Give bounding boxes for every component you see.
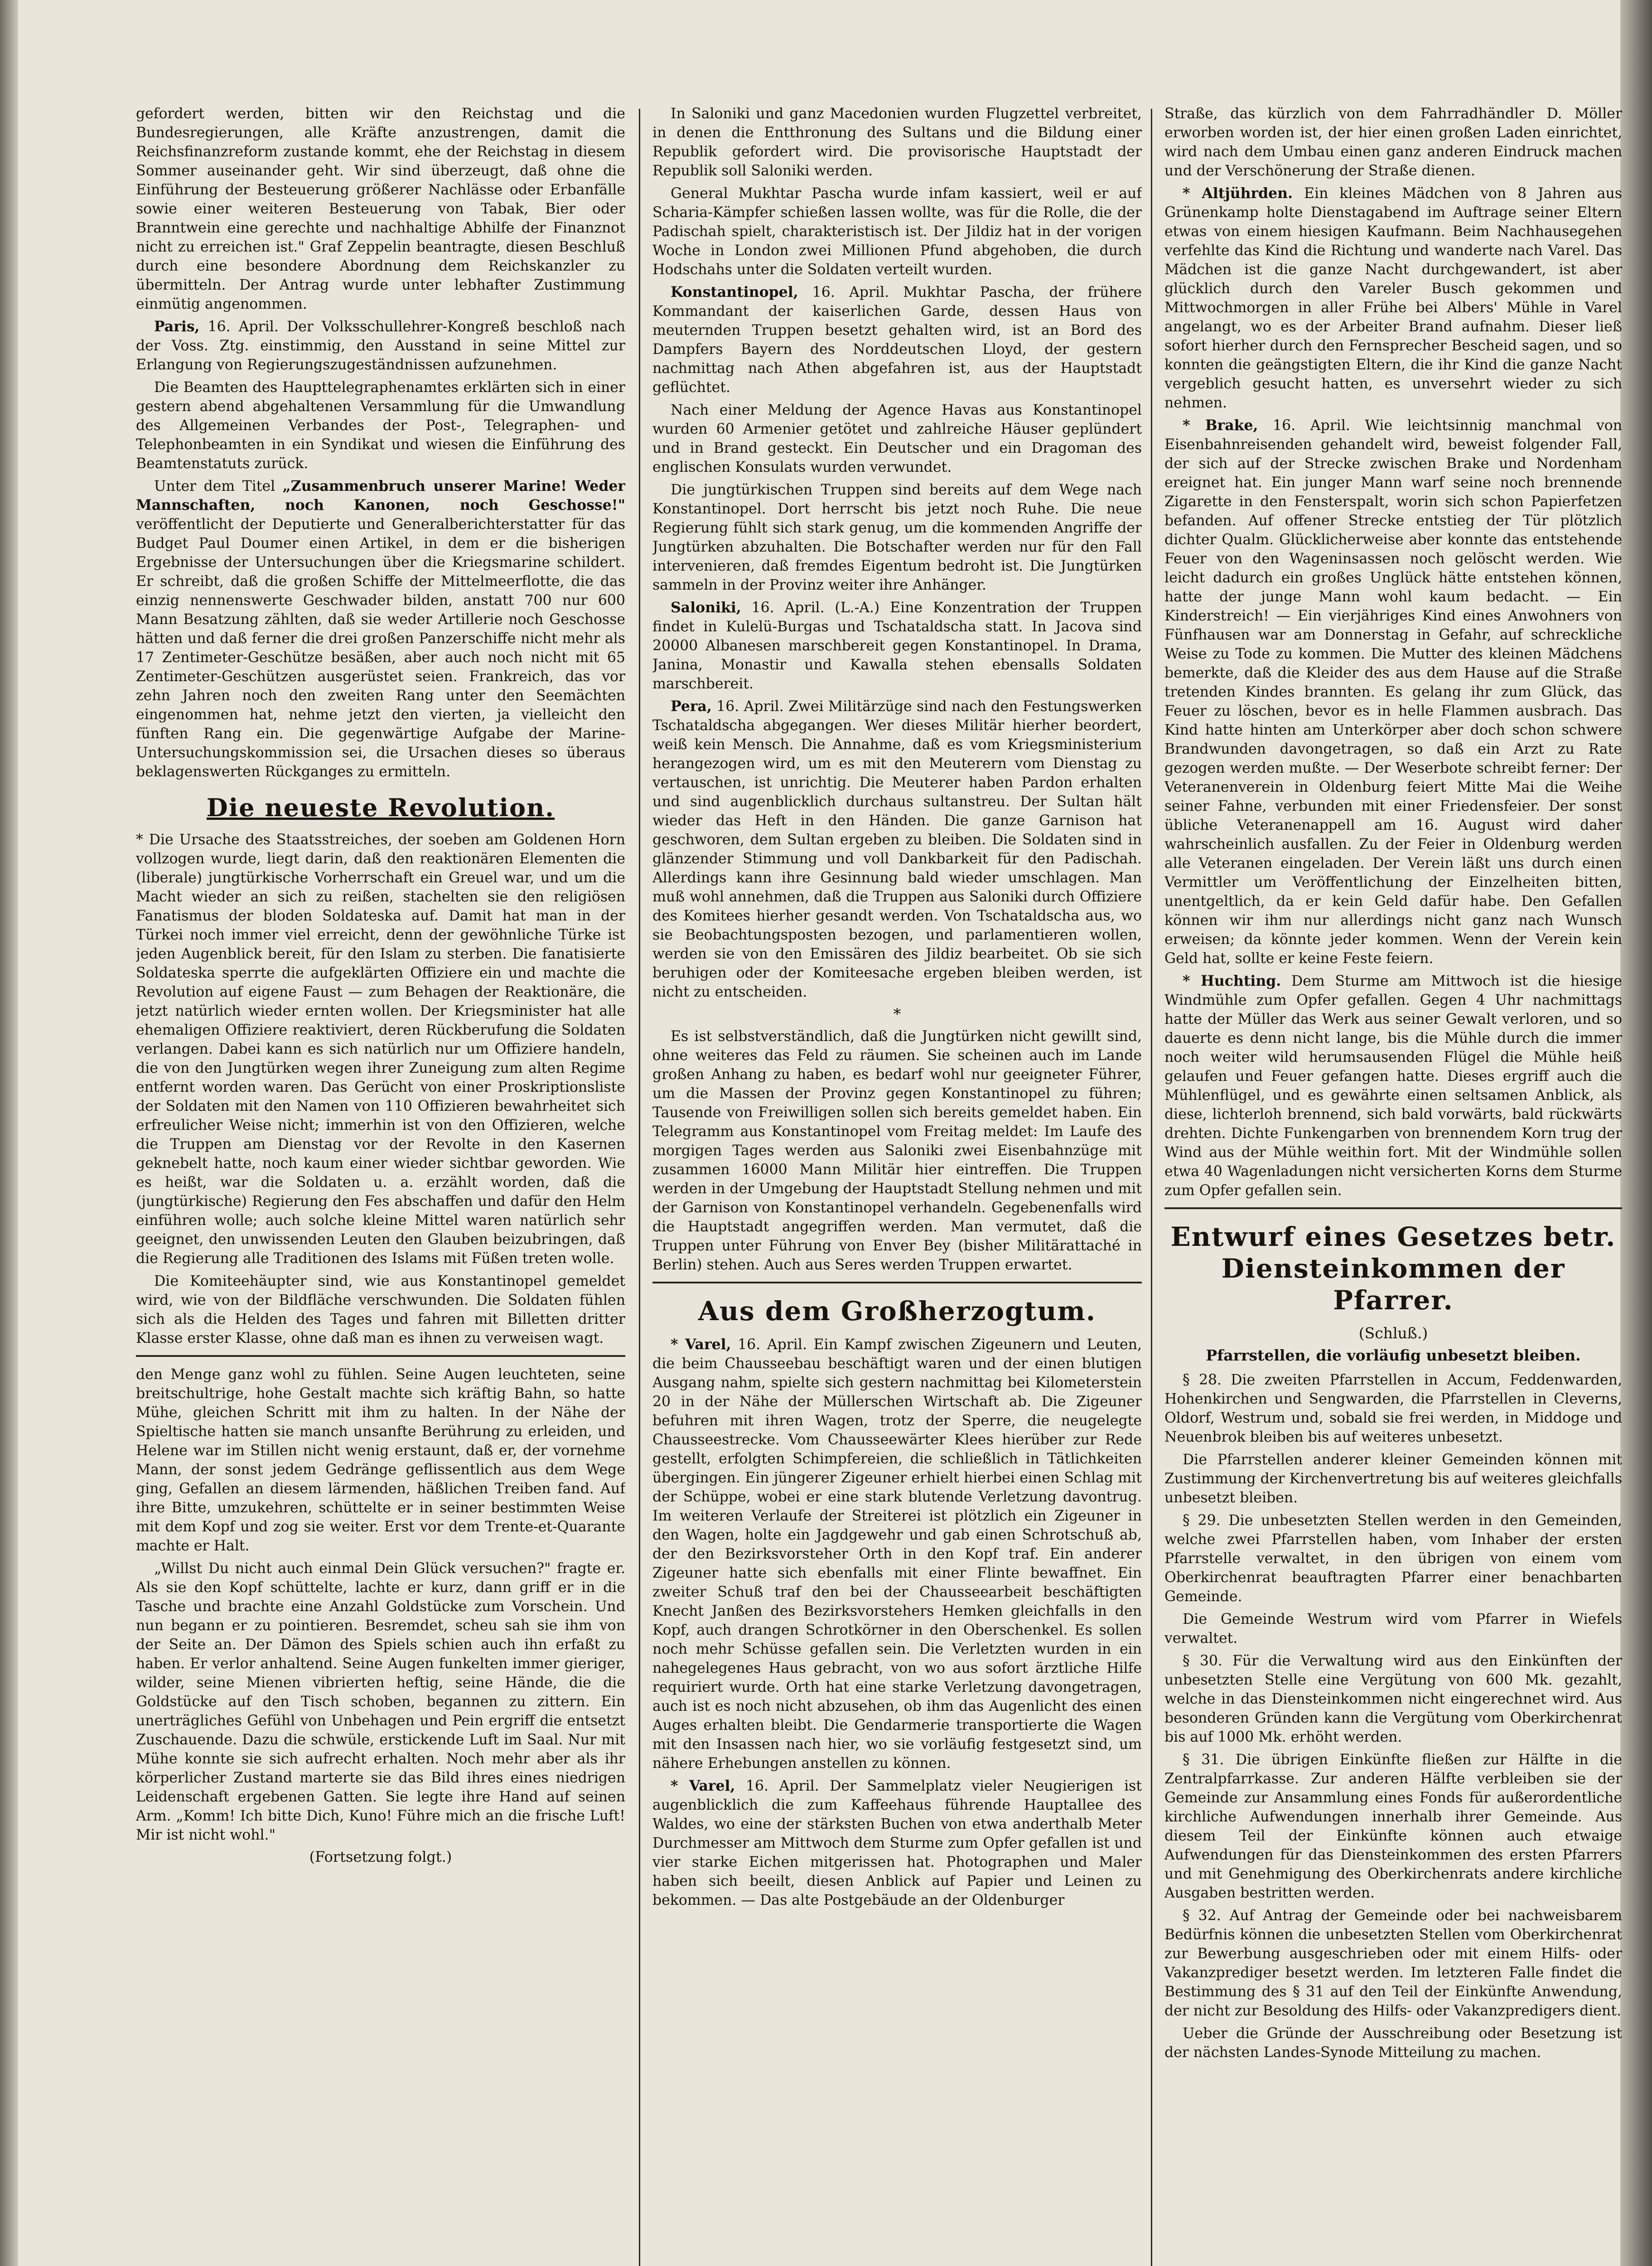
law-paragraph: § 30. Für die Verwaltung wird aus den Einkünften der unbesetzten Stelle eine Vergütung von 600 Mk. gezahlt, welche in das Diensteinkommen nicht eingerechnet wird. Aus besonderen Gründen kann die Vergütung vom Oberkirchenrat bis auf 1000 Mk. erhöht werden. bbox=[1164, 1653, 1622, 1745]
column-rule bbox=[639, 109, 640, 2266]
column-2 bbox=[652, 104, 1142, 2266]
article-paragraph: * Varel, 16. April. Der Sammelplatz vieler Neugierigen ist augenblicklich die zum Kaffeehaus führende Hauptallee des Waldes, wo eine der stärksten Buchen von etwa anderthalb Meter Durchmesser am Mittwoch dem Sturme zum Opfer gefallen ist und vier starke Eichen mitgerissen hat. Photographen und Maler haben sich beeilt, diesen Anblick auf Papier und Leinen zu bekommen. — Das alte Postgebäude an der Oldenburger bbox=[652, 1777, 1142, 1908]
article-paragraph: General Mukhtar Pascha wurde infam kassiert, weil er auf Scharia-Kämpfer schießen lassen wollte, was für die Rolle, die der Padischah spielt, charakteristisch ist. Der Jildiz hat in der vorigen Woche in London zwei Millionen Pfund abgehoben, die durch Hodschahs unter die Soldaten verteilt wurden. bbox=[652, 185, 1142, 278]
column-3 bbox=[1164, 104, 1622, 2266]
article-paragraph: Saloniki, 16. April. (L.-A.) Eine Konzentration der Truppen findet in Kulelü-Burgas und Tschataldscha statt. In Jacova sind 20000 Albanesen marschbereit gegen Konstantinopel. In Drama, Janina, Monastir und Kawalla stehen ebensalls Soldaten marschbereit. bbox=[652, 599, 1142, 692]
article-paragraph: Straße, das kürzlich von dem Fahrradhändler D. Möller erworben worden ist, der hier einen großen Laden einrichtet, wird nach dem Umbau einen ganz anderen Eindruck machen und der Verschönerung der Straße dienen. bbox=[1164, 106, 1622, 179]
section-star: * bbox=[893, 1005, 901, 1023]
law-paragraph: Die Gemeinde Westrum wird vom Pfarrer in Wiefels verwaltet. bbox=[1164, 1611, 1622, 1646]
dateline: Saloniki, bbox=[671, 599, 741, 616]
law-paragraph: § 29. Die unbesetzten Stellen werden in den Gemeinden, welche zwei Pfarrstellen haben, vom Inhaber der ersten Pfarrstelle verwaltet, in den übrigen von einem vom Oberkirchenrat beauftragten Pfarrer einer benachbarten Gemeinde. bbox=[1164, 1512, 1622, 1605]
newspaper-page bbox=[136, 104, 1622, 2266]
article-paragraph: Die jungtürkischen Truppen sind bereits auf dem Wege nach Konstantinopel. Dort herrscht bis jetzt noch Ruhe. Die neue Regierung fühlt sich stark genug, um die kommenden Angriffe der Jungtürken abzuhalten. Die Botschafter werden nur für den Fall intervenieren, daß fremdes Eigentum bedroht ist. Die Jungtürken sammeln in der Provinz weiter ihre Anhänger. bbox=[652, 482, 1142, 593]
dateline: * Altjührden. bbox=[1183, 185, 1293, 202]
article-paragraph: Paris, 16. April. Der Volksschullehrer-Kongreß beschloß nach der Voss. Ztg. einstimmig, den Ausstand in seine Mittel zur Erlangung von Regierungszugeständnissen aufzunehmen. bbox=[136, 318, 625, 373]
article-paragraph: * Die Ursache des Staatsstreiches, der soeben am Goldenen Horn vollzogen wurde, liegt darin, daß den reaktionären Elementen die (liberale) jungtürkische Vorherrschaft ein Greuel war, und um die Macht wieder an sich zu reißen, stachelten sie den religiösen Fanatismus der bloden Soldateska auf. Damit hat man in der Türkei noch immer viel erreicht, denn der gewöhnliche Türke ist jeden Augenblick bereit, für den Islam zu sterben. Die fanatisierte Soldateska sperrte die aufgeklärten Offiziere ein und machte die Revolution auf eigene Faust — zum Behagen der Reaktionäre, die jetzt natürlich wieder ernten wollen. Der Kriegsminister hat alle ehemaligen Offiziere reaktiviert, deren Rückberufung die Soldaten verlangen. Dabei kann es sich natürlich nur um Offiziere handeln, die von den Jungtürken wegen ihrer Zuneigung zum alten Regime entfernt worden waren. Das Gerücht von einer Proskriptionsliste der Soldaten mit den Namen von 110 Offizieren bewahrheitet sich erfreulicher Weise nicht; immerhin ist von den Offizieren, welche die Truppen am Dienstag vor der Revolte in den Kasernen geknebelt hatte, noch kaum einer wieder sichtbar geworden. Wie es heißt, war die Soldaten u. a. erzählt worden, daß die (jungtürkische) Regierung den Fes abschaffen und dafür den Helm einführen wolle; auch solche kleine Mittel waren natürlich sehr geeignet, den unwissenden Leuten den Glauben beizubringen, daß die Regierung alle Traditionen des Islams mit Füßen treten wolle. bbox=[136, 832, 625, 1267]
dateline: * Varel, bbox=[671, 1336, 731, 1353]
law-paragraph: § 32. Auf Antrag der Gemeinde oder bei nachweisbarem Bedürfnis können die unbesetzten Stellen vom Oberkirchenrat zur Bewerbung ausgeschrieben oder mit einem Hilfs- oder Vakanzprediger besetzt werden. Im letzteren Falle findet die Bestimmung des § 31 auf den Teil der Einkünfte Anwendung, der nicht zur Besoldung des Hilfs- oder Vakanzpredigers dient. bbox=[1164, 1908, 1622, 2019]
law-paragraph: § 28. Die zweiten Pfarrstellen in Accum, Feddenwarden, Hohenkirchen und Sengwarden, die Pfarrstellen in Cleverns, Oldorf, Westrum und, sobald sie frei werden, in Middoge und Neuenbrok bleiben bis auf weiteres unbesetzt. bbox=[1164, 1372, 1622, 1445]
section-heading-entwurf: Entwurf eines Gesetzes betr. Diensteinkommen der Pfarrer. bbox=[1170, 1221, 1616, 1316]
article-paragraph: * Altjührden. Ein kleines Mädchen von 8 Jahren aus Grünenkamp holte Dienstagabend im Auftrage seiner Eltern etwas von einem hiesigen Kaufmann. Beim Nachhausegehen verfehlte das Kind die Richtung und wanderte nach Varel. Das Mädchen ist die ganze Nacht durchgewandert, ist aber glücklich durch den Vareler Busch gekommen und Mittwochmorgen in aller Frühe bei Albers' Mühle in Varel angelangt, wo es der Arbeiter Brand aufnahm. Dieser ließ sofort hierher durch den Fernsprecher Bescheid sagen, und so konnten die geängstigten Eltern, die ihr Kind die ganze Nacht vergeblich gesucht hatten, es unversehrt wieder zu sich nehmen. bbox=[1164, 185, 1622, 411]
article-paragraph: Es ist selbstverständlich, daß die Jungtürken nicht gewillt sind, ohne weiteres das Feld zu räumen. Sie scheinen auch im Lande großen Anhang zu haben, es bedarf wohl nur geeigneter Führer, um die Massen der Provinz gegen Konstantinopel zu führen; Tausende von Freiwilligen sollen sich bereits gemeldet haben. Ein Telegramm aus Konstantinopel vom Freitag meldet: Im Laufe des morgigen Tages werden aus Saloniki zwei Eisenbahnzüge mit zusammen 16000 Mann Militär hier eintreffen. Die Truppen werden in der Umgebung der Hauptstadt Stellung nehmen und mit der Garnison von Konstantinopel verhandeln. Gegebenenfalls wird die Hauptstadt angegriffen werden. Man vermutet, daß die Truppen unter Führung von Enver Bey (bisher Militärattaché in Berlin) stehen. Auch aus Seres werden Truppen erwartet. bbox=[652, 1028, 1142, 1273]
section-divider bbox=[1164, 1207, 1622, 1209]
continuation-note: (Fortsetzung folgt.) bbox=[309, 1848, 452, 1865]
article-paragraph: Die Komiteehäupter sind, wie aus Konstantinopel gemeldet wird, wie von der Bildfläche verschwunden. Die Soldaten fühlen sich als die Helden des Tages und fahren mit Billetten dritter Klasse erster Klasse, ohne daß man es ihnen zu verweisen wagt. bbox=[136, 1273, 625, 1346]
dateline: Paris, bbox=[154, 318, 200, 335]
conclusion-note: (Schluß.) bbox=[1358, 1324, 1428, 1342]
article-paragraph: Die Beamten des Haupttelegraphenamtes erklärten sich in einer gestern abend abgehaltenen Versammlung für die Umwandlung des Allgemeinen Verbandes der Post-, Telegraphen- und Telephonbeamten in ein Syndikat und wiesen die Einführung des Beamtenstatuts zurück. bbox=[136, 379, 625, 472]
dateline: Konstantinopel, bbox=[671, 284, 798, 300]
section-divider bbox=[652, 1282, 1142, 1283]
dateline: * Varel, bbox=[671, 1777, 735, 1794]
article-title-inline: „Zusammenbruch unserer Marine! Weder Mannschaften, noch Kanonen, noch Geschosse!" bbox=[136, 478, 625, 513]
feuilleton-paragraph: den Menge ganz wohl zu fühlen. Seine Augen leuchteten, seine breitschultrige, hohe Gestalt machte sich kräftig Bahn, so hatte Mühe, gleichen Schritt mit ihm zu halten. In der Nähe der Spieltische hatten sie manch unsanfte Berührung zu erleiden, und Helene war im Stillen nicht wenig erstaunt, daß er, der vornehme Mann, der sonst jedem Gedränge geflissentlich aus dem Wege ging, Gefallen an diesem lärmenden, häßlichen Treiben fand. Auf ihre Bitte, umzukehren, schüttelte er in seiner bestimmten Weise mit dem Kopf und zog sie weiter. Erst vor dem Trente-et-Quarante machte er Halt. bbox=[136, 1366, 625, 1554]
section-heading-grossherzogtum: Aus dem Großherzogtum. bbox=[698, 1296, 1097, 1327]
column-1 bbox=[136, 104, 625, 2266]
article-paragraph: * Brake, 16. April. Wie leichtsinnig manchmal von Eisenbahnreisenden gehandelt wird, beweist folgender Fall, der sich auf der Strecke zwischen Brake und Nordenham ereignet hat. Ein junger Mann warf seine noch brennende Zigarette in den Fensterspalt, worin sich schon Papierfetzen befanden. Auf offener Strecke entstieg der Tür plötzlich dichter Qualm. Glücklicherweise aber konnte das entstehende Feuer von den Wageninsassen noch gelöscht werden. Wie leicht dadurch ein großes Unglück hätte entstehen können, hatte der junge Mann wohl kaum bedacht. — Ein Kinderstreich! — Ein vierjähriges Kind eines Anwohners von Fünfhausen war am Donnerstag in Gefahr, auf schreckliche Weise zu Tode zu kommen. Die Mutter des kleinen Mädchens bemerkte, daß die Kleider des aus dem Hause auf die Straße tretenden Kindes brannten. Es gelang ihr zum Glück, das Feuer zu löschen, bevor es in helle Flammen ausbrach. Das Kind hatte hinten am Unterkörper aber doch schon schwere Brandwunden davongetragen, so daß ein Arzt zu Rate gezogen werden mußte. — Der Weserbote schreibt ferner: Der Veteranenverein in Oldenburg feiert Mitte Mai die Weihe seiner Fahne, verbunden mit einer Friedensfeier. Der sonst übliche Veteranenappell am 16. August wird daher wahrscheinlich ausfallen. Zu der Feier in Oldenburg werden alle Veteranen eingeladen. Der Verein läßt uns durch einen Vermittler um Veröffentlichung der Einzelheiten bitten, unentgeltlich, da er kein Geld dafür habe. Den Gefallen können wir ihm nur allerdings nicht ganz nach Wunsch erweisen; da könnte jeder kommen. Wenn der Verein kein Geld hat, sollte er keine Feste feiern. bbox=[1164, 417, 1622, 967]
section-heading-revolution: Die neueste Revolution. bbox=[206, 793, 555, 822]
article-paragraph: Konstantinopel, 16. April. Mukhtar Pascha, der frühere Kommandant der kaiserlichen Garde, dessen Haus von meuternden Truppen besetzt gehalten wird, ist an Bord des Dampfers Bayern des Norddeutschen Lloyd, der gestern nachmittag nach Athen abgefahren ist, aus der Hauptstadt geflüchtet. bbox=[652, 284, 1142, 396]
scan-edge-right bbox=[1620, 0, 1652, 2266]
article-paragraph: Unter dem Titel „Zusammenbruch unserer Marine! Weder Mannschaften, noch Kanonen, noch Geschosse!" veröffentlicht der Deputierte und Generalberichterstatter für das Budget Paul Doumer einen Artikel, in dem er die bisherigen Ergebnisse der Untersuchungen über die Kriegsmarine schildert. Er schreibt, daß die großen Schiffe der Mittelmeerflotte, die das einzig nennenswerte Geschwader bilden, anstatt 700 nur 600 Mann Besatzung zählten, daß sie weder Artillerie noch Geschosse hätten und daß ferner die drei großen Panzerschiffe nicht mehr als 17 Zentimeter-Geschütze besäßen, aber auch noch nicht mit 65 Zentimeter-Geschützen ausgerüstet seien. Frankreich, das vor zehn Jahren noch den zweiten Rang unter den Seemächten eingenommen hat, nehme jetzt den vierten, ja vielleicht den fünften Rang ein. Die gegenwärtige Aufgabe der Marine-Untersuchungskommission sei, die Ursachen dieses so überaus beklagenswerten Rückganges zu ermitteln. bbox=[136, 478, 625, 780]
article-paragraph: gefordert werden, bitten wir den Reichstag und die Bundesregierungen, alle Kräfte anzustrengen, damit die Reichsfinanzreform zustande kommt, ehe der Reichstag in diesem Sommer auseinander geht. Wir sind überzeugt, daß ohne die Einführung der Besteuerung größerer Nachlässe oder Erbanfälle sowie einer weiteren Besteuerung von Tabak, Bier oder Branntwein eine gerechte und nachhaltige Abhilfe der Finanznot nicht zu erreichen ist." Graf Zeppelin beantragte, diesen Beschluß durch eine besondere Abordnung dem Reichskanzler zu übermitteln. Der Antrag wurde unter lebhafter Zustimmung einmütig angenommen. bbox=[136, 106, 625, 312]
dateline: * Huchting. bbox=[1183, 973, 1281, 989]
article-paragraph: In Saloniki und ganz Macedonien wurden Flugzettel verbreitet, in denen die Entthronung des Sultans und die Bildung einer Republik gefordert wird. Die provisorische Hauptstadt der Republik soll Saloniki werden. bbox=[652, 106, 1142, 179]
article-paragraph: Pera, 16. April. Zwei Militärzüge sind nach den Festungswerken Tschataldscha abgegangen. Wer dieses Militär hierher beordert, weiß kein Mensch. Die Annahme, daß es vom Kriegsministerium herangezogen wird, um es mit den Meuterern vom Dienstag zu vertauschen, ist unrichtig. Die Meuterer haben Pardon erhalten und sind augenblicklich durchaus sultanstreu. Der Sultan hält wieder das Heft in den Händen. Die ganze Garnison hat geschworen, dem Sultan ergeben zu bleiben. Die Soldaten sind in glänzender Stimmung und voll Dankbarkeit für den Padischah. Allerdings kann ihre Gesinnung bald wieder umschlagen. Man muß wohl annehmen, daß die Truppen aus Saloniki durch Offiziere des Komitees hierher gesandt werden. Von Tschataldscha aus, wo sie Beobachtungsposten bezogen, und parlamentieren wollen, werden sie von den Emissären des Jildiz bearbeitet. Ob sie sich beruhigen oder der Komiteesache ergeben bleiben werden, ist nicht zu entscheiden. bbox=[652, 698, 1142, 1000]
feuilleton-paragraph: „Willst Du nicht auch einmal Dein Glück versuchen?" fragte er. Als sie den Kopf schüttelte, lachte er kurz, dann griff er in die Tasche und brachte eine Anzahl Goldstücke zum Vorschein. Und nun begann er zu pointieren. Besremdet, scheu sah sie ihm von der Seite an. Der Dämon des Spiels schien auch ihn erfaßt zu haben. Er verlor anhaltend. Seine Augen funkelten immer gieriger, wilder, seine Mienen vibrierten heftig, seine Hände, die die Goldstücke auf den Tisch schoben, begannen zu zittern. Ein unerträgliches Gefühl von Unbehagen und Pein ergriff die entsetzt Zuschauende. Dazu die schwüle, erstickende Luft im Saal. Nur mit Mühe konnte sie sich aufrecht erhalten. Noch mehr aber als ihr körperlicher Zustand marterte sie das Bild ihres eines niedrigen Leidenschaft ergebenen Gatten. Sie legte ihre Hand auf seinen Arm. „Komm! Ich bitte Dich, Kuno! Führe mich an die frische Luft! Mir ist nicht wohl." bbox=[136, 1560, 625, 1843]
article-paragraph: * Huchting. Dem Sturme am Mittwoch ist die hiesige Windmühle zum Opfer gefallen. Gegen 4 Uhr nachmittags hatte der Müller das Werk aus seiner Gewalt verloren, und so dauerte es denn nicht lange, bis die Mühle durch die immer noch weiter wild herumsausenden Flügel die Mühle heiß gelaufen und Feuer gefangen hatte. Dieses ergriff auch die Mühlenflügel, und es gewährte einen seltsamen Anblick, als diese, lichterloh brennend, sich bald vorwärts, bald rückwärts drehten. Dichte Funkengarben von brennendem Korn trug der Wind aus der Mühle weithin fort. Mit der Windmühle sollen etwa 40 Wagenladungen nicht versicherten Korns dem Sturme zum Opfer gefallen sein. bbox=[1164, 973, 1622, 1199]
dateline: * Brake, bbox=[1183, 417, 1258, 434]
article-paragraph: * Varel, 16. April. Ein Kampf zwischen Zigeunern und Leuten, die beim Chausseebau beschäftigt waren und der einen blutigen Ausgang nahm, spielte sich gestern nachmittag bei Kilometerstein 20 in der Nähe der Müllerschen Wirtschaft ab. Die Zigeuner befuhren mit ihren Wagen, trotz der Sperre, die neugelegte Chausseestrecke. Vom Chausseewärter Klees hierüber zur Rede gestellt, erfolgten Schimpfereien, die schließlich in Tätlichkeiten übergingen. Ein jüngerer Zigeuner erhielt hierbei einen Schlag mit der Schüppe, wobei er eine stark blutende Verletzung davontrug. Im weiteren Verlaufe der Streiterei ist plötzlich ein Zigeuner in den Wagen, holte ein Jagdgewehr und gab einen Schrotschuß ab, der den Bezirksvorsteher Orth in den Kopf traf. Ein anderer Zigeuner hatte sich ebenfalls mit einer Flinte bewaffnet. Ein zweiter Schuß traf den bei der Chausseearbeit beschäftigten Knecht Janßen des Bezirksvorstehers Hemken gleichfalls in den Kopf, auch drangen Schrotkörner in den Oberschenkel. Es sollen noch mehr Schüsse gefallen sein. Die Verletzten wurden in ein nahegelegenes Haus gebracht, von wo aus sofort ärztliche Hilfe requiriert wurde. Orth hat eine starke Verletzung davongetragen, auch ist es noch nicht abzusehen, ob ihm das Augenlicht des einen Auges erhalten bleibt. Die Gendarmerie transportierte die Wagen mit den Insassen nach hier, wo sie vorläufig festgesetzt sind, um nähere Erhebungen anstellen zu können. bbox=[652, 1336, 1142, 1772]
law-paragraph: Die Pfarrstellen anderer kleiner Gemeinden können mit Zustimmung der Kirchenvertretung bis auf weiteres gleichfalls unbesetzt bleiben. bbox=[1164, 1452, 1622, 1506]
subheading: Pfarrstellen, die vorläufig unbesetzt bleiben. bbox=[1206, 1346, 1581, 1364]
article-paragraph: Nach einer Meldung der Agence Havas aus Konstantinopel wurden 60 Armenier getötet und zahlreiche Häuser geplündert und in Brand gesteckt. Ein Deutscher und ein Dragoman des englischen Konsulats wurden verwundet. bbox=[652, 402, 1142, 475]
law-paragraph: Ueber die Gründe der Ausschreibung oder Besetzung ist der nächsten Landes-Synode Mitteilung zu machen. bbox=[1164, 2025, 1622, 2061]
feuilleton-divider bbox=[136, 1355, 625, 1357]
scan-edge-left bbox=[0, 0, 18, 2266]
column-rule bbox=[1151, 109, 1152, 2266]
law-paragraph: § 31. Die übrigen Einkünfte fließen zur Hälfte in die Zentralpfarrkasse. Zur anderen Hälfte verbleiben sie der Gemeinde zur Ansammlung eines Fonds für außerordentliche kirchliche Aufwendungen innerhalb ihrer Gemeinde. Aus diesem Teil der Einkünfte können auch etwaige Aufwendungen für das Diensteinkommen des ersten Pfarrers und mit Genehmigung des Oberkirchenrats andere kirchliche Ausgaben bestritten werden. bbox=[1164, 1752, 1622, 1901]
dateline: Pera, bbox=[671, 698, 712, 715]
